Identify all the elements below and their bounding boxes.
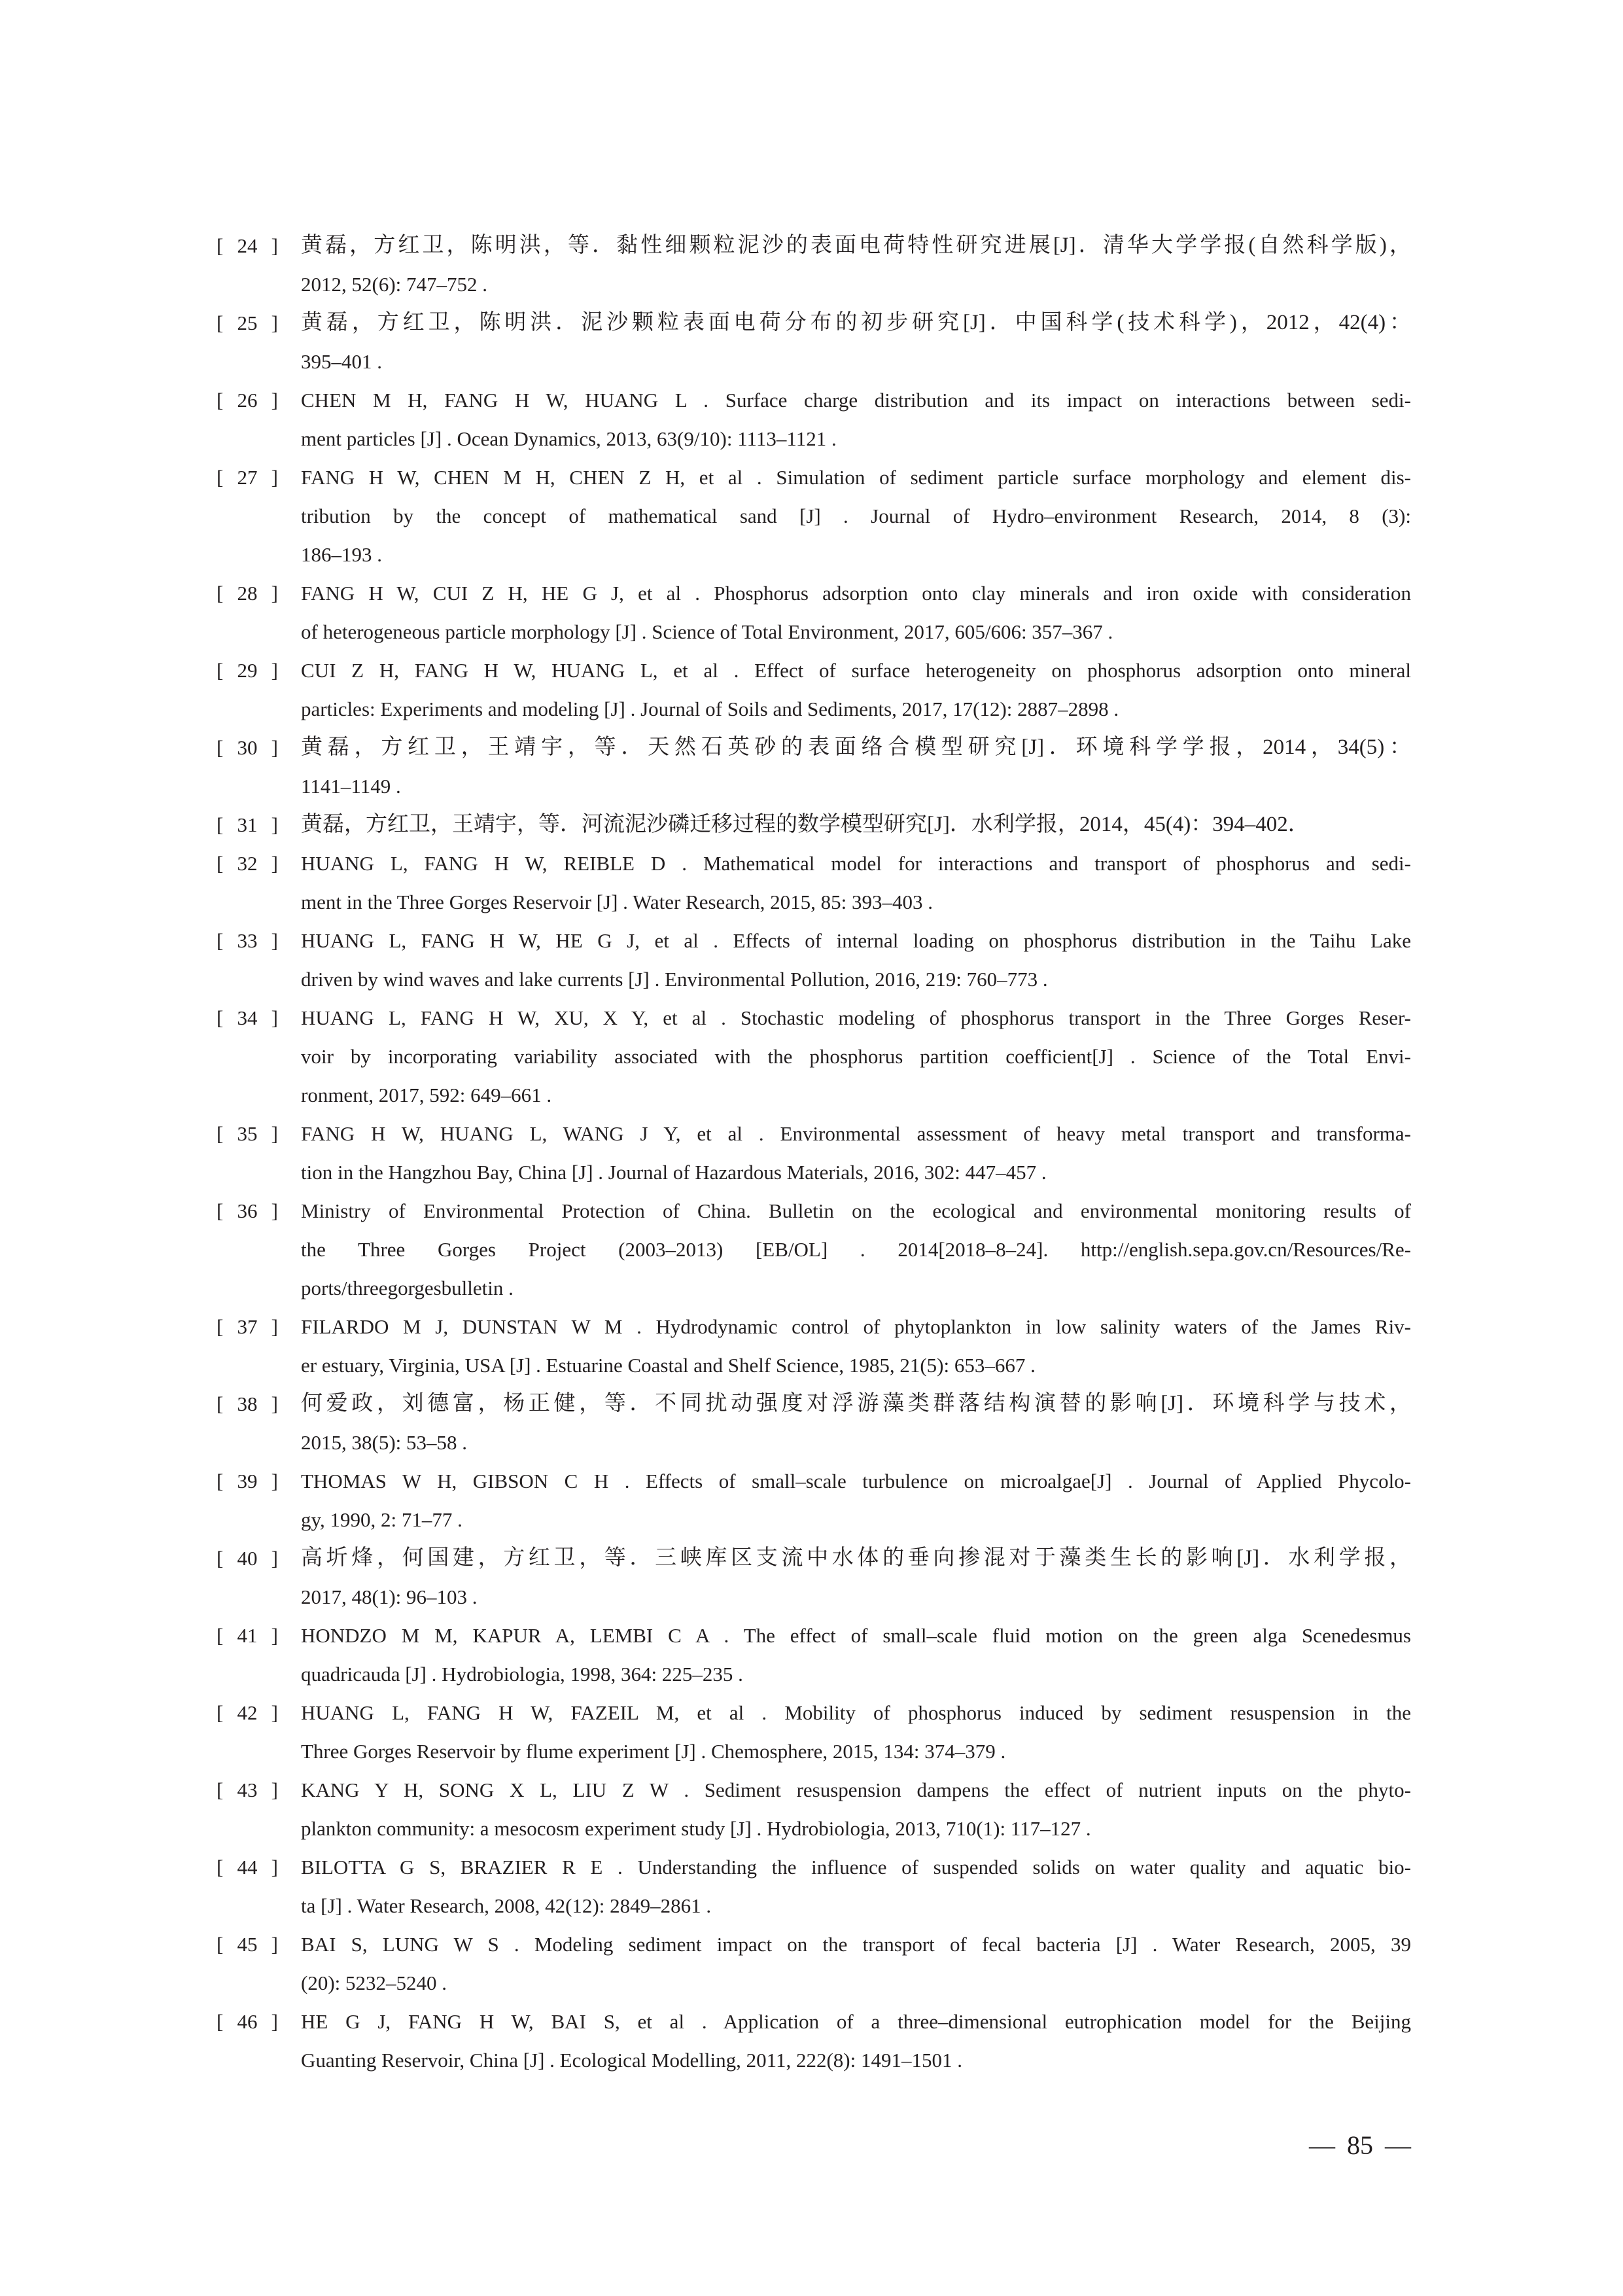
reference-label: [ 37 ] <box>217 1315 278 1338</box>
reference-line: ronment, 2017, 592: 649–661 . <box>301 1084 552 1106</box>
reference-item <box>217 1192 1411 1307</box>
reference-label: [ 25 ] <box>217 311 278 334</box>
reference-item <box>217 226 1411 304</box>
reference-label: [ 36 ] <box>217 1199 278 1222</box>
reference-label: [ 24 ] <box>217 234 278 257</box>
reference-line: 高圻烽，何国建，方红卫，等．三峡库区支流中水体的垂向掺混对于藻类生长的影响[J]．水利学报， <box>301 1546 1411 1570</box>
reference-line: HUANG L, FANG H W, FAZEIL M, et al . Mobility of phosphorus induced by sediment resuspension in the <box>301 1701 1411 1724</box>
reference-line: 何爱政，刘德富，杨正健，等．不同扰动强度对浮游藻类群落结构演替的影响[J]．环境科学与技术， <box>301 1392 1411 1415</box>
reference-line: ment particles [J] . Ocean Dynamics, 2013, 63(9/10): 1113–1121 . <box>301 427 837 450</box>
reference-label: [ 29 ] <box>217 659 278 682</box>
reference-line: ment in the Three Gorges Reservoir [J] . Water Research, 2015, 85: 393–403 . <box>301 891 934 913</box>
reference-item <box>217 728 1411 805</box>
reference-label: [ 38 ] <box>217 1392 278 1415</box>
reference-line: HONDZO M M, KAPUR A, LEMBI C A . The effect of small–scale fluid motion on the green alga Scenedesmus <box>301 1624 1411 1647</box>
reference-line: ports/threegorgesbulletin . <box>301 1277 514 1299</box>
reference-line: 2015, 38(5): 53–58 . <box>301 1431 468 1454</box>
reference-label: [ 30 ] <box>217 736 278 759</box>
reference-item <box>217 1539 1411 1616</box>
reference-line: quadricauda [J] . Hydrobiologia, 1998, 364: 225–235 . <box>301 1663 743 1686</box>
reference-label: [ 33 ] <box>217 929 278 952</box>
reference-line: particles: Experiments and modeling [J] . Journal of Soils and Sediments, 2017, 17(12): 2887–2898 . <box>301 698 1119 720</box>
reference-line: 黄磊，方红卫，王靖宇，等．天然石英砂的表面络合模型研究[J]．环境科学学报，2014，34(5)： <box>301 735 1411 759</box>
reference-item <box>217 304 1411 381</box>
reference-line: ta [J] . Water Research, 2008, 42(12): 2849–2861 . <box>301 1894 712 1917</box>
reference-line: FILARDO M J, DUNSTAN W M . Hydrodynamic control of phytoplankton in low salinity waters of the James Riv- <box>301 1315 1411 1338</box>
reference-line: HUANG L, FANG H W, XU, X Y, et al . Stochastic modeling of phosphorus transport in the Three Gorges Reser- <box>301 1006 1411 1029</box>
reference-line: 黄磊，方红卫，陈明洪．泥沙颗粒表面电荷分布的初步研究[J]．中国科学(技术科学)，2012，42(4)： <box>301 311 1411 334</box>
reference-label: [ 41 ] <box>217 1624 278 1647</box>
reference-item <box>217 1114 1411 1192</box>
reference-item <box>217 1925 1411 2002</box>
reference-line: Ministry of Environmental Protection of China. Bulletin on the ecological and environmental monitoring results of <box>301 1199 1411 1222</box>
reference-label: [ 45 ] <box>217 1933 278 1956</box>
reference-item <box>217 1693 1411 1771</box>
reference-line: 395–401 . <box>301 350 382 373</box>
reference-line: CUI Z H, FANG H W, HUANG L, et al . Effect of surface heterogeneity on phosphorus adsorption onto mineral <box>301 659 1411 682</box>
reference-label: [ 28 ] <box>217 582 278 605</box>
reference-label: [ 27 ] <box>217 466 278 489</box>
reference-line: FANG H W, CHEN M H, CHEN Z H, et al . Simulation of sediment particle surface morphology and element dis- <box>301 466 1411 489</box>
reference-item <box>217 1307 1411 1385</box>
reference-label: [ 40 ] <box>217 1547 278 1570</box>
reference-line: plankton community: a mesocosm experiment study [J] . Hydrobiologia, 2013, 710(1): 117–127 . <box>301 1817 1091 1840</box>
reference-line: 2017, 48(1): 96–103 . <box>301 1585 478 1608</box>
reference-label: [ 32 ] <box>217 852 278 875</box>
reference-line: HUANG L, FANG H W, REIBLE D . Mathematical model for interactions and transport of phosphorus and sedi- <box>301 852 1411 875</box>
reference-line: Three Gorges Reservoir by flume experiment [J] . Chemosphere, 2015, 134: 374–379 . <box>301 1740 1006 1763</box>
reference-label: [ 44 ] <box>217 1856 278 1879</box>
reference-line: 黄磊，方红卫，王靖宇，等．河流泥沙磷迁移过程的数学模型研究[J]．水利学报，2014，45(4)：394–402． <box>301 813 1310 836</box>
reference-item <box>217 458 1411 574</box>
reference-line: er estuary, Virginia, USA [J] . Estuarine Coastal and Shelf Science, 1985, 21(5): 653–667 . <box>301 1354 1036 1377</box>
reference-line: (20): 5232–5240 . <box>301 1971 447 1994</box>
reference-label: [ 35 ] <box>217 1122 278 1145</box>
reference-line: driven by wind waves and lake currents [J] . Environmental Pollution, 2016, 219: 760–773 . <box>301 968 1048 991</box>
reference-label: [ 34 ] <box>217 1006 278 1029</box>
reference-item <box>217 998 1411 1114</box>
reference-line: 黄磊，方红卫，陈明洪，等．黏性细颗粒泥沙的表面电荷特性研究进展[J]．清华大学学报(自然科学版)， <box>301 234 1411 257</box>
reference-line: KANG Y H, SONG X L, LIU Z W . Sediment resuspension dampens the effect of nutrient inputs on the phyto- <box>301 1778 1411 1801</box>
reference-line: 2012, 52(6): 747–752 . <box>301 273 488 296</box>
reference-line: tribution by the concept of mathematical sand [J] . Journal of Hydro–environment Research, 2014, 8 (3): <box>301 504 1411 527</box>
reference-line: FANG H W, CUI Z H, HE G J, et al . Phosphorus adsorption onto clay minerals and iron oxide with consideration <box>301 582 1411 605</box>
reference-line: the Three Gorges Project (2003–2013) [EB/OL] . 2014[2018–8–24]. http://english.sepa.gov.cn/Resources/Re- <box>301 1238 1411 1261</box>
reference-item <box>217 381 1411 458</box>
reference-item <box>217 921 1411 998</box>
reference-label: [ 46 ] <box>217 2010 278 2033</box>
reference-line: THOMAS W H, GIBSON C H . Effects of small–scale turbulence on microalgae[J] . Journal of Applied Phycolo- <box>301 1470 1411 1492</box>
reference-line: BILOTTA G S, BRAZIER R E . Understanding the influence of suspended solids on water quality and aquatic bio- <box>301 1856 1411 1879</box>
reference-label: [ 31 ] <box>217 813 278 836</box>
reference-label: [ 42 ] <box>217 1701 278 1724</box>
reference-item <box>217 1462 1411 1539</box>
reference-line: HUANG L, FANG H W, HE G J, et al . Effects of internal loading on phosphorus distribution in the Taihu Lake <box>301 929 1411 952</box>
reference-item <box>217 651 1411 728</box>
reference-item <box>217 1385 1411 1462</box>
reference-label: [ 43 ] <box>217 1778 278 1801</box>
reference-item <box>217 2002 1411 2079</box>
reference-line: 186–193 . <box>301 543 382 566</box>
reference-line: voir by incorporating variability associated with the phosphorus partition coefficient[J] . Science of the Total Envi- <box>301 1045 1411 1068</box>
reference-line: gy, 1990, 2: 71–77 . <box>301 1508 462 1531</box>
reference-label: [ 26 ] <box>217 389 278 412</box>
reference-item <box>217 844 1411 921</box>
reference-label: [ 39 ] <box>217 1470 278 1492</box>
reference-item <box>217 1848 1411 1925</box>
reference-item <box>217 574 1411 651</box>
reference-line: tion in the Hangzhou Bay, China [J] . Journal of Hazardous Materials, 2016, 302: 447–457 . <box>301 1161 1047 1184</box>
reference-item <box>217 1771 1411 1848</box>
reference-list <box>217 226 1411 2079</box>
reference-item <box>217 805 1411 844</box>
reference-item <box>217 1616 1411 1693</box>
reference-line: BAI S, LUNG W S . Modeling sediment impact on the transport of fecal bacteria [J] . Water Research, 2005, 39 <box>301 1933 1411 1956</box>
reference-line: HE G J, FANG H W, BAI S, et al . Application of a three–dimensional eutrophication model for the Beijing <box>301 2010 1411 2033</box>
reference-line: CHEN M H, FANG H W, HUANG L . Surface charge distribution and its impact on interactions between sedi- <box>301 389 1411 412</box>
reference-line: of heterogeneous particle morphology [J] . Science of Total Environment, 2017, 605/606: 357–367 . <box>301 620 1113 643</box>
reference-line: FANG H W, HUANG L, WANG J Y, et al . Environmental assessment of heavy metal transport and transforma- <box>301 1122 1411 1145</box>
page-number: — 85 — <box>1309 2130 1411 2160</box>
reference-line: Guanting Reservoir, China [J] . Ecological Modelling, 2011, 222(8): 1491–1501 . <box>301 2049 962 2072</box>
reference-line: 1141–1149 . <box>301 775 401 798</box>
